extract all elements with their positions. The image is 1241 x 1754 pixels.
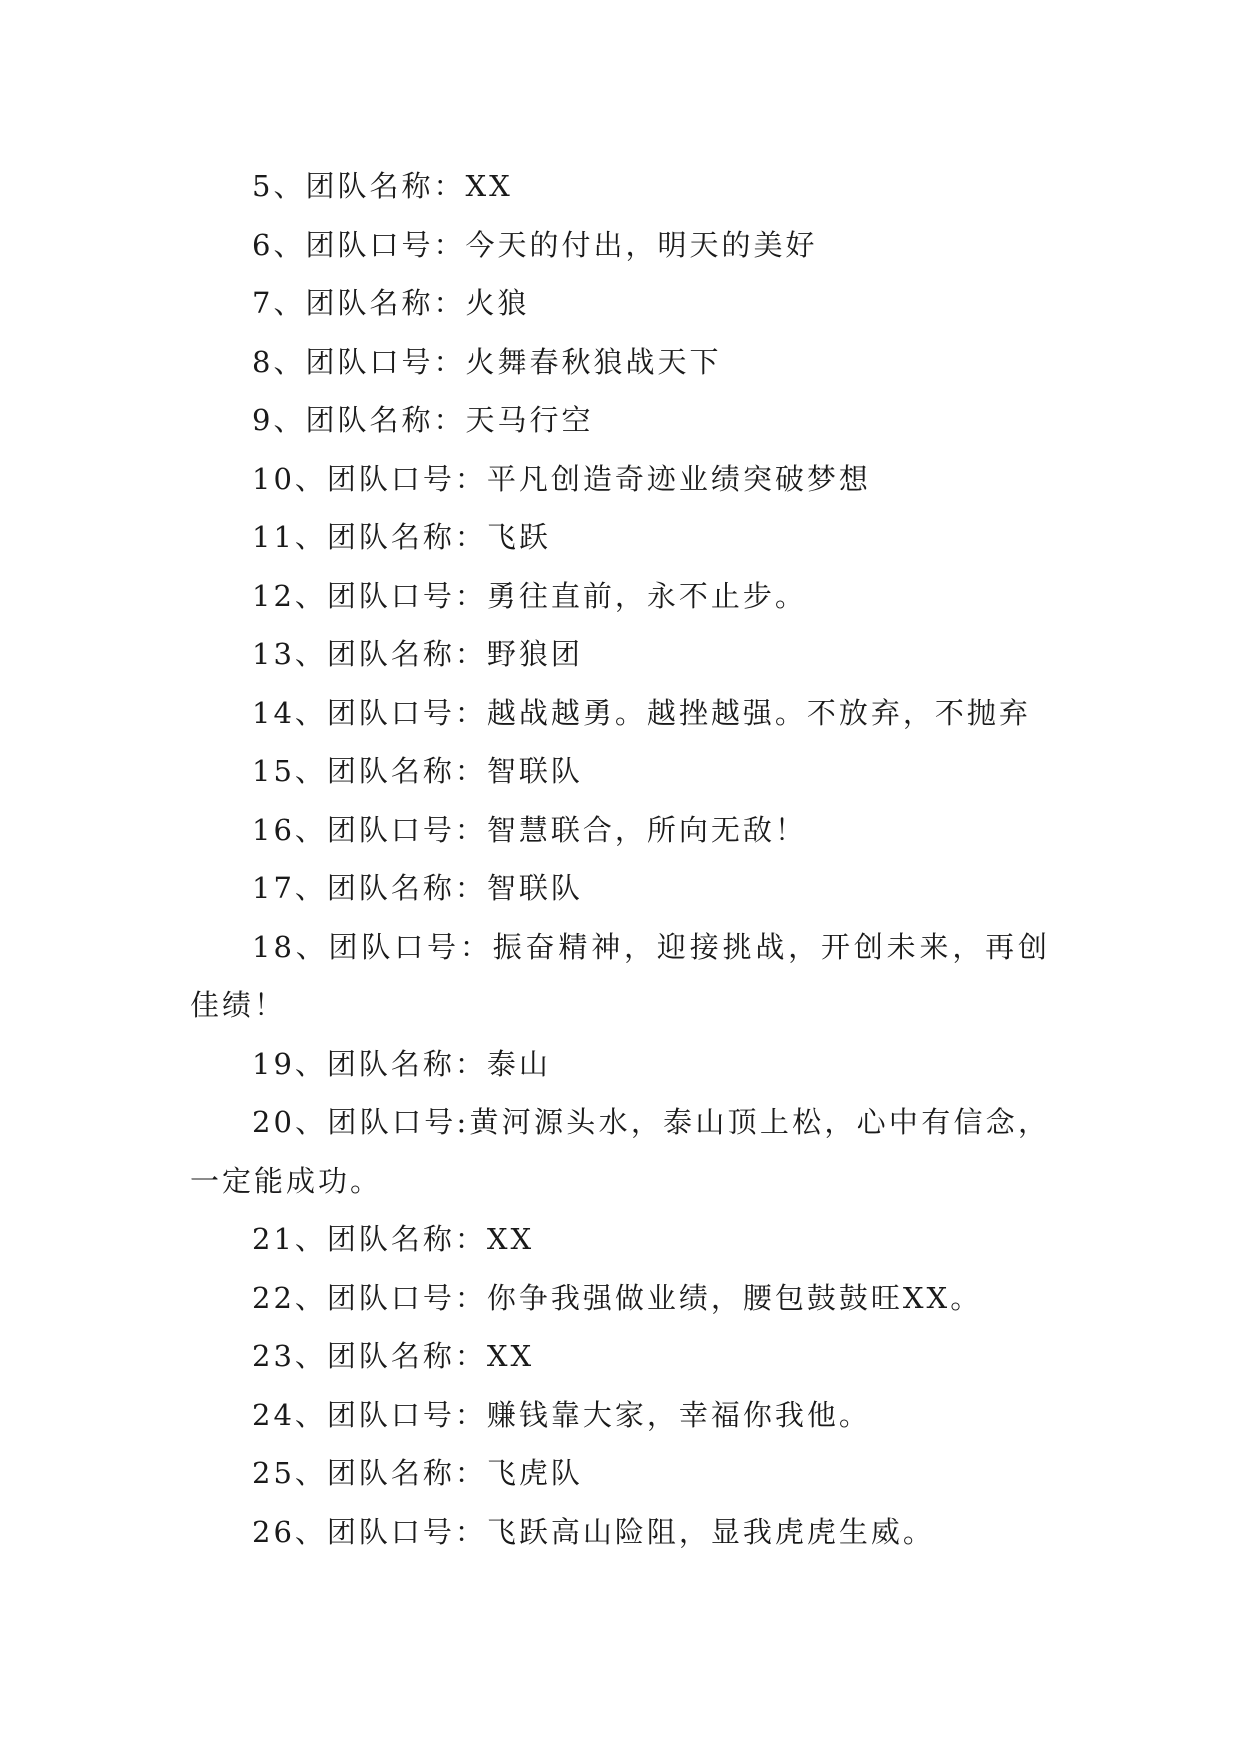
paragraph: 18、团队口号：振奋精神，迎接挑战，开创未来，再创佳绩！ [190, 929, 1050, 1022]
paragraph: 10、团队口号：平凡创造奇迹业绩突破梦想 [252, 461, 871, 496]
paragraph: 12、团队口号：勇往直前，永不止步。 [252, 578, 807, 613]
paragraph: 6、团队口号：今天的付出，明天的美好 [252, 227, 818, 262]
paragraph: 5、团队名称：XX [252, 169, 513, 203]
paragraph: 15、团队名称：智联队 [252, 754, 583, 788]
paragraph: 9、团队名称：天马行空 [252, 403, 594, 437]
paragraph: 7、团队名称：火狼 [252, 286, 530, 320]
paragraph: 20、团队口号:黄河源头水，泰山顶上松，心中有信念，一定能成功。 [190, 1105, 1050, 1198]
paragraph: 21、团队名称：XX [252, 1222, 535, 1256]
paragraph: 16、团队口号：智慧联合，所向无敌！ [252, 812, 807, 847]
paragraph: 8、团队口号：火舞春秋狼战天下 [252, 344, 722, 379]
paragraph: 24、团队口号：赚钱靠大家，幸福你我他。 [252, 1397, 871, 1432]
paragraph: 23、团队名称：XX [252, 1339, 535, 1373]
document-body [190, 157, 1050, 1561]
paragraph: 25、团队名称：飞虎队 [252, 1456, 583, 1490]
paragraph: 13、团队名称：野狼团 [252, 637, 583, 671]
paragraph: 19、团队名称：泰山 [252, 1046, 551, 1081]
paragraph: 17、团队名称：智联队 [252, 871, 583, 905]
paragraph: 14、团队口号：越战越勇。越挫越强。不放弃，不抛弃 [252, 695, 1031, 730]
paragraph: 22、团队口号：你争我强做业绩，腰包鼓鼓旺XX。 [252, 1280, 983, 1315]
paragraph: 11、团队名称：飞跃 [252, 520, 551, 554]
paragraph: 26、团队口号：飞跃高山险阻，显我虎虎生威。 [252, 1514, 935, 1549]
